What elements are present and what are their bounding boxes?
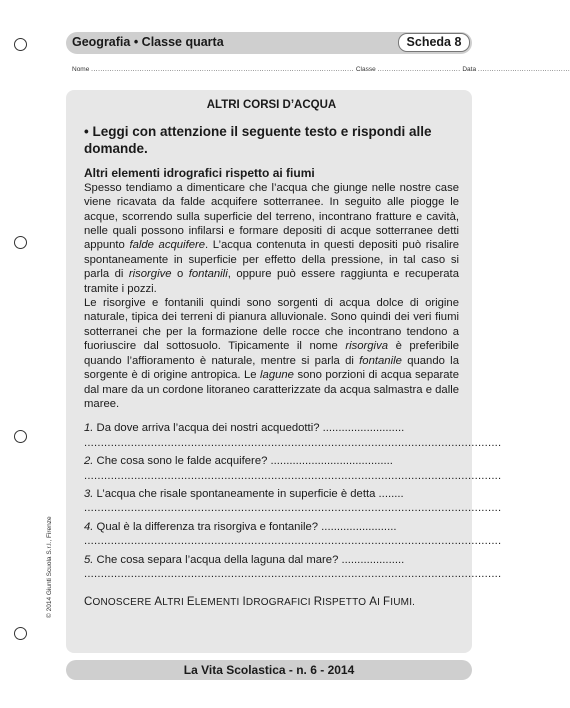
term-fontanile: fontanile bbox=[359, 354, 402, 367]
binder-hole-3 bbox=[14, 430, 27, 443]
classe-label: Classe bbox=[355, 66, 376, 73]
exercise-content bbox=[84, 98, 502, 611]
nome-label: Nome bbox=[72, 66, 90, 73]
answer-line-4[interactable]: ............................................................................................................................. bbox=[84, 535, 502, 548]
term-lagune: lagune bbox=[260, 369, 294, 382]
scheda-badge: Scheda 8 bbox=[398, 33, 470, 52]
term-risorgiva: risorgiva bbox=[345, 340, 389, 353]
question-2: 2. Che cosa sono le falde acquifere? ....................................... bbox=[84, 455, 393, 468]
term-risorgive: risorgive bbox=[128, 268, 172, 281]
subject-title: Geografia • Classe quarta bbox=[72, 35, 224, 49]
data-field[interactable]: ........................................ bbox=[477, 66, 570, 73]
paragraph-2: Le risorgive e fontanili quindi sono sorgenti di acqua dolce di origine naturale, tipica dei terreni di pianura alluvionale. Sono quindi dei veri fiumi sotterranei che per la formazione delle rocce che incontrano tendono a fuoriuscire dal sottosuolo. Tipicamente il nome risorgiva è preferibile quando l’affioramento è naturale, mentre si parla di fontanile quando la sorgente è di origine antropica. Le lagune sono porzioni di acqua separate dal mare da un cordone litoraneo caratterizzate da acqua salmastra e dalle maree. bbox=[84, 297, 460, 410]
question-5: 5. Che cosa separa l’acqua della laguna dal mare? .................... bbox=[84, 553, 405, 566]
binder-hole-2 bbox=[14, 236, 27, 249]
student-fields bbox=[72, 66, 570, 73]
copyright-notice: © 2014 Giunti Scuola S.r.l., Firenze bbox=[46, 516, 53, 618]
data-label: Data bbox=[462, 66, 477, 73]
answer-line-3[interactable]: ............................................................................................................................. bbox=[84, 502, 502, 515]
text-subheading: Altri elementi idrografici rispetto ai fiumi bbox=[84, 166, 315, 181]
paragraph-1: Spesso tendiamo a dimenticare che l’acqua che giunge nelle nostre case viene ricavata da falde acquifere sotterranee. In seguito alle piogge le acque, scorrendo sulla superficie del terreno, incontrano fratture e cavità, nelle quali possono infilarsi e formare depositi di acque sotterranee detti appunto falde acquifere. L’acqua contenuta in questi depositi può risalire spontaneamente in superficie per effetto della pressione, in tal caso si parla di risorgive o fontanili, oppure può essere raggiunta e recuperata tramite i pozzi. bbox=[84, 181, 460, 295]
nome-field[interactable]: .................................................................................................................. bbox=[91, 66, 355, 73]
learning-objective: CONOSCERE ALTRI ELEMENTI IDROGRAFICI RISPETTO AI FIUMI. bbox=[84, 596, 416, 609]
binder-hole-4 bbox=[14, 627, 27, 640]
term-fontanili: fontanili bbox=[188, 268, 228, 281]
question-3: 3. L’acqua che risale spontaneamente in superficie è detta ........ bbox=[84, 487, 404, 500]
classe-field[interactable]: .................................... bbox=[377, 66, 461, 73]
question-4: 4. Qual è la differenza tra risorgiva e fontanile? ........................ bbox=[84, 520, 397, 533]
term-falde-acquifere: falde acquifere bbox=[129, 239, 206, 252]
instruction: • Leggi con attenzione il seguente testo e rispondi alle domande. bbox=[84, 124, 432, 156]
section-title: ALTRI CORSI D’ACQUA bbox=[206, 99, 337, 111]
magazine-footer: La Vita Scolastica - n. 6 - 2014 bbox=[183, 663, 355, 677]
answer-line-1[interactable]: ............................................................................................................................. bbox=[84, 436, 502, 449]
question-1: 1. Da dove arriva l’acqua dei nostri acquedotti? .......................... bbox=[84, 422, 405, 435]
answer-line-5[interactable]: ............................................................................................................................. bbox=[84, 567, 502, 580]
binder-hole-1 bbox=[14, 38, 27, 51]
answer-line-2[interactable]: ............................................................................................................................. bbox=[84, 469, 502, 482]
